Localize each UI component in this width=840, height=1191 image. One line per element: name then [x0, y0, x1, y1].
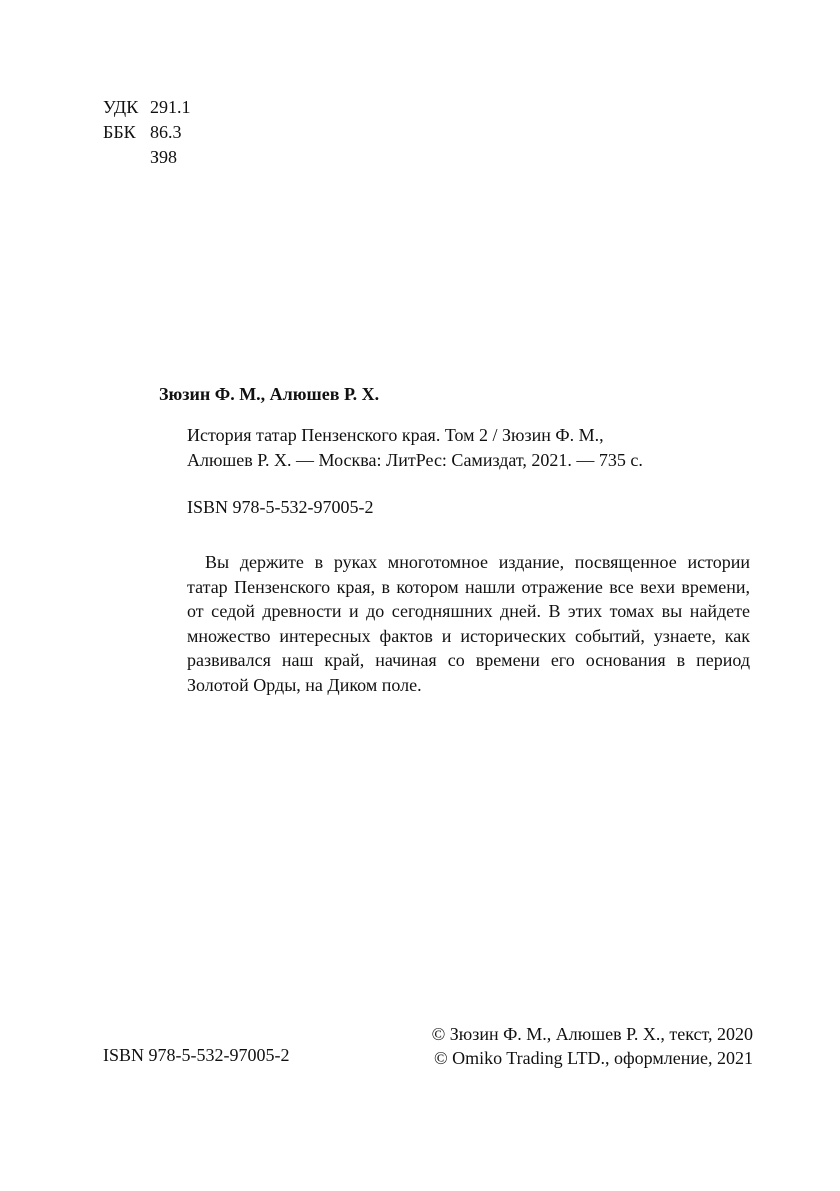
- footer-isbn: ISBN 978-5-532-97005-2: [103, 1045, 290, 1065]
- author-mark: З98: [150, 147, 178, 167]
- author-mark-row: [103, 145, 191, 170]
- udk-row: [103, 95, 191, 120]
- annotation: [187, 550, 750, 697]
- bibliographic-line-2: Алюшев Р. Х. — Москва: ЛитРес: Самиздат, 2021. — 735 с.: [187, 450, 643, 470]
- bbk-row: [103, 120, 191, 145]
- udk-value: 291.1: [150, 97, 191, 117]
- udk-label: УДК: [103, 97, 139, 117]
- bibliographic-entry: [187, 423, 643, 473]
- isbn-number: ISBN 978-5-532-97005-2: [187, 497, 374, 517]
- annotation-text: Вы держите в руках многотомное издание, посвященное истории татар Пензенского края, в котором нашли отражение все вехи времени, от седой древности и до сегодняшних дней. В этих томах вы найдете множество интересных фактов и исторических событий, узнаете, как развивался наш край, начиная со времени его основания в период Золотой Орды, на Диком поле.: [187, 552, 750, 695]
- authors-heading: Зюзин Ф. М., Алюшев Р. Х.: [159, 384, 380, 404]
- classification-codes: [103, 95, 191, 170]
- copyright-text: © Зюзин Ф. М., Алюшев Р. Х., текст, 2020: [431, 1024, 753, 1044]
- bbk-label: ББК: [103, 122, 136, 142]
- copyright-block: [432, 1022, 753, 1070]
- copyright-design: © Omiko Trading LTD., оформление, 2021: [433, 1048, 753, 1068]
- bibliographic-line-1: История татар Пензенского края. Том 2 / Зюзин Ф. М.,: [187, 425, 604, 445]
- bbk-value: 86.3: [150, 122, 182, 142]
